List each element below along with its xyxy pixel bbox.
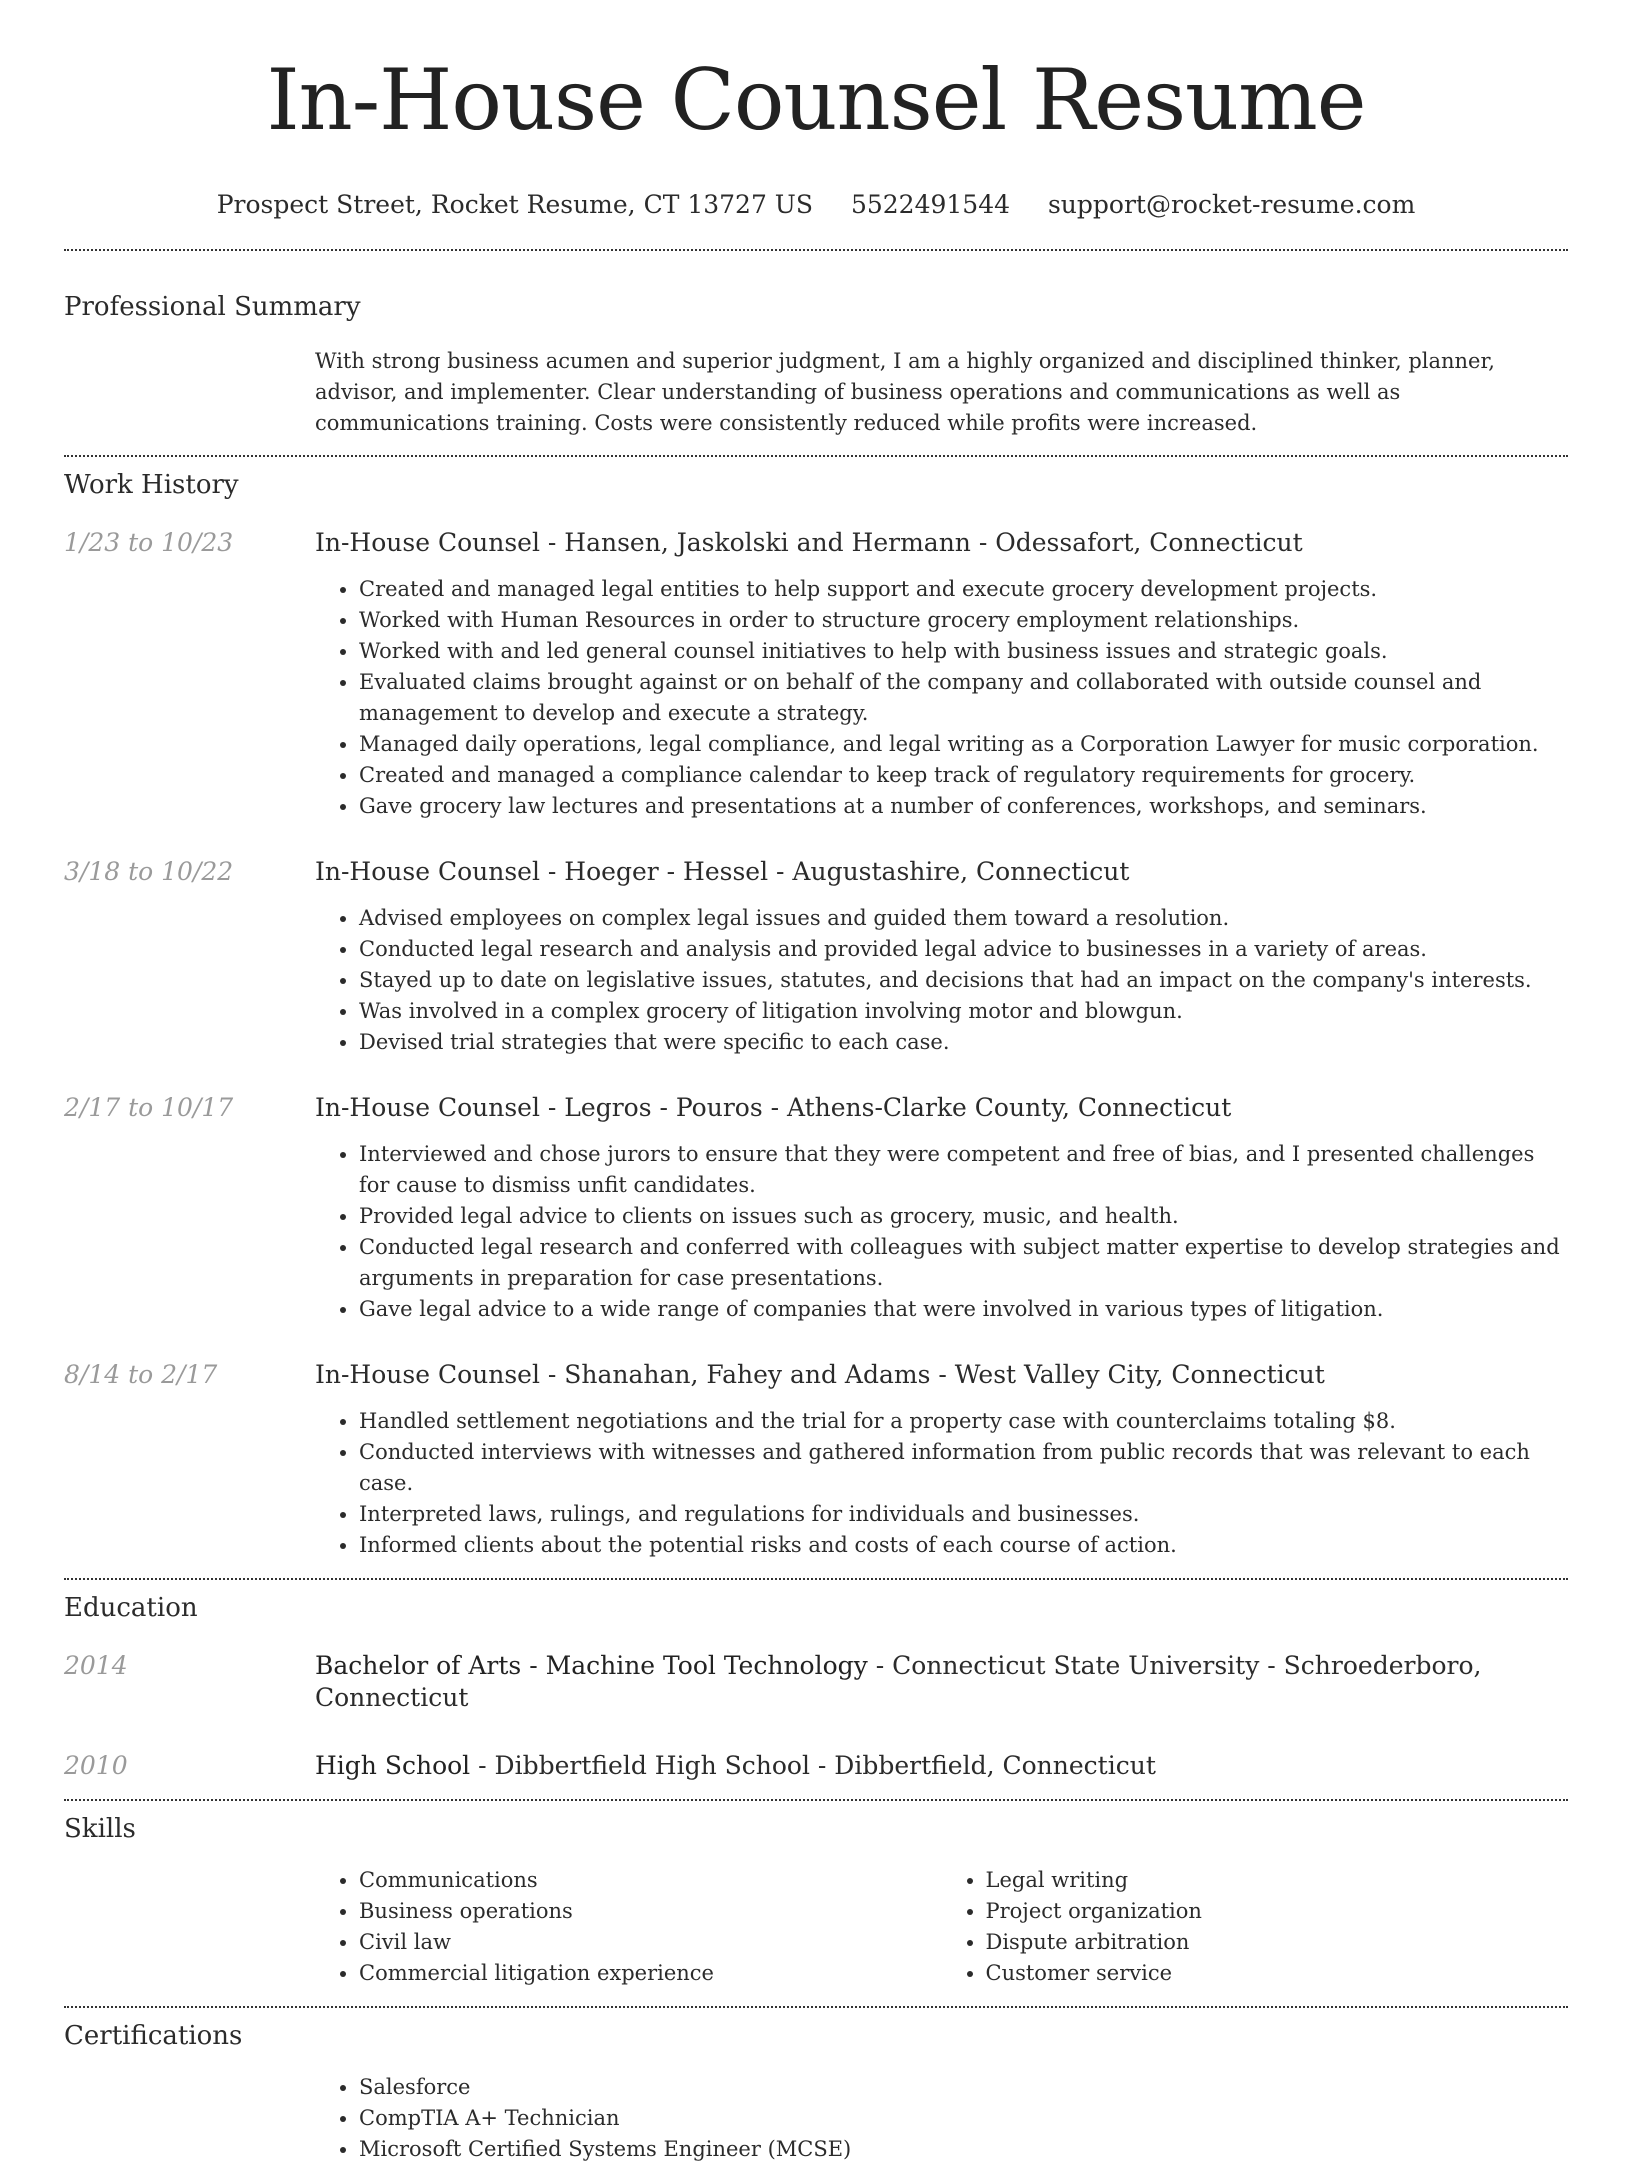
job-entry [64,1092,1568,1325]
education-school: - Connecticut State University - Schroederboro, Connecticut [315,1651,1482,1712]
job-bullet: • Created and managed a compliance calendar to keep track of regulatory requirements for grocery. [359,760,1568,791]
job-bullets [315,574,1568,822]
certification-item: • CompTIA A+ Technician [359,2103,1568,2134]
skill-item: • Communications [359,1865,942,1896]
contact-line [64,190,1568,220]
education-entry [64,1750,1568,1782]
summary-section [64,291,1568,439]
education-year: 2010 [64,1751,128,1780]
job-bullet: • Conducted interviews with witnesses and gathered information from public records that was relevant to each case. [359,1437,1568,1499]
job-dates: 2/17 to 10/17 [64,1093,234,1122]
job-dates: 8/14 to 2/17 [64,1360,218,1389]
job-bullet: • Informed clients about the potential risks and costs of each course of action. [359,1530,1568,1561]
skill-item: • Legal writing [986,1865,1569,1896]
job-entry [64,856,1568,1058]
skill-item: • Customer service [986,1958,1569,1989]
skills-title: Skills [64,1814,136,1844]
resume-page [64,0,1568,2165]
certifications-section [64,2020,1568,2165]
job-bullet: • Conducted legal research and analysis and provided legal advice to businesses in a variety of areas. [359,934,1568,965]
skills-grid [315,1865,1568,1989]
certifications-title: Certifications [64,2021,243,2051]
skills-list-left [315,1865,942,1989]
job-bullet: • Interpreted laws, rulings, and regulations for individuals and businesses. [359,1499,1568,1530]
skill-item: • Business operations [359,1896,942,1927]
divider [64,1578,1568,1580]
divider [64,1799,1568,1801]
job-headline: In-House Counsel - Shanahan, Fahey and Adams - West Valley City, Connecticut [315,1360,1325,1389]
job-bullets [315,1406,1568,1561]
divider [64,2006,1568,2008]
education-section [64,1592,1568,1782]
job-bullets [315,903,1568,1058]
resume-title: In-House Counsel Resume [266,51,1366,149]
job-entry [64,527,1568,822]
job-bullet: • Conducted legal research and conferred with colleagues with subject matter expertise to develop strategies and arguments in preparation for case presentations. [359,1232,1568,1294]
job-dates: 3/18 to 10/22 [64,857,234,886]
job-headline: In-House Counsel - Hoeger - Hessel - Augustashire, Connecticut [315,857,1130,886]
contact-phone: 5522491544 [850,190,1011,219]
certification-item: • Microsoft Certified Systems Engineer (MCSE) [359,2134,1568,2165]
education-year: 2014 [64,1651,128,1680]
job-bullet: • Stayed up to date on legislative issues, statutes, and decisions that had an impact on the company's interests. [359,965,1568,996]
contact-address: Prospect Street, Rocket Resume, CT 13727 US [216,190,813,219]
job-headline: In-House Counsel - Hansen, Jaskolski and Hermann - Odessafort, Connecticut [315,528,1303,557]
skill-item: • Civil law [359,1927,942,1958]
job-bullet: • Interviewed and chose jurors to ensure that they were competent and free of bias, and I presented challenges for cause to dismiss unfit candidates. [359,1139,1568,1201]
job-bullets [315,1139,1568,1325]
divider [64,455,1568,457]
certifications-list [315,2072,1568,2165]
skill-item: • Commercial litigation experience [359,1958,942,1989]
education-school: - Dibbertfield High School - Dibbertfield, Connecticut [470,1751,1156,1780]
job-bullet: • Worked with Human Resources in order to structure grocery employment relationships. [359,605,1568,636]
education-degree: Bachelor of Arts - Machine Tool Technology [315,1651,868,1680]
contact-email[interactable]: support@rocket-resume.com [1047,190,1416,219]
job-bullet: • Worked with and led general counsel initiatives to help with business issues and strategic goals. [359,636,1568,667]
certification-item: • Salesforce [359,2072,1568,2103]
job-bullet: • Evaluated claims brought against or on behalf of the company and collaborated with outside counsel and management to develop and execute a strategy. [359,667,1568,729]
job-bullet: • Gave legal advice to a wide range of companies that were involved in various types of litigation. [359,1294,1568,1325]
divider [64,249,1568,251]
job-bullet: • Created and managed legal entities to help support and execute grocery development projects. [359,574,1568,605]
summary-text: With strong business acumen and superior judgment, I am a highly organized and disciplined thinker, planner, advisor, and implementer. Clear understanding of business operations and communications as well as communications training. Costs were consistently reduced while profits were increased. [315,349,1495,435]
summary-title: Professional Summary [64,292,361,322]
work-history-title: Work History [64,470,239,500]
job-bullet: • Provided legal advice to clients on issues such as grocery, music, and health. [359,1201,1568,1232]
job-dates: 1/23 to 10/23 [64,528,234,557]
job-bullet: • Was involved in a complex grocery of litigation involving motor and blowgun. [359,996,1568,1027]
job-bullet: • Gave grocery law lectures and presentations at a number of conferences, workshops, and seminars. [359,791,1568,822]
skill-item: • Dispute arbitration [986,1927,1569,1958]
job-bullet: • Advised employees on complex legal issues and guided them toward a resolution. [359,903,1568,934]
job-bullet: • Devised trial strategies that were specific to each case. [359,1027,1568,1058]
skill-item: • Project organization [986,1896,1569,1927]
education-degree: High School [315,1751,471,1780]
job-entry [64,1359,1568,1561]
skills-list-right [942,1865,1569,1989]
education-title: Education [64,1593,198,1623]
work-history-section [64,469,1568,1561]
job-bullet: • Handled settlement negotiations and the trial for a property case with counterclaims totaling $8. [359,1406,1568,1437]
job-headline: In-House Counsel - Legros - Pouros - Athens-Clarke County, Connecticut [315,1093,1232,1122]
job-bullet: • Managed daily operations, legal compliance, and legal writing as a Corporation Lawyer for music corporation. [359,729,1568,760]
education-entry [64,1650,1568,1714]
skills-section [64,1813,1568,1989]
